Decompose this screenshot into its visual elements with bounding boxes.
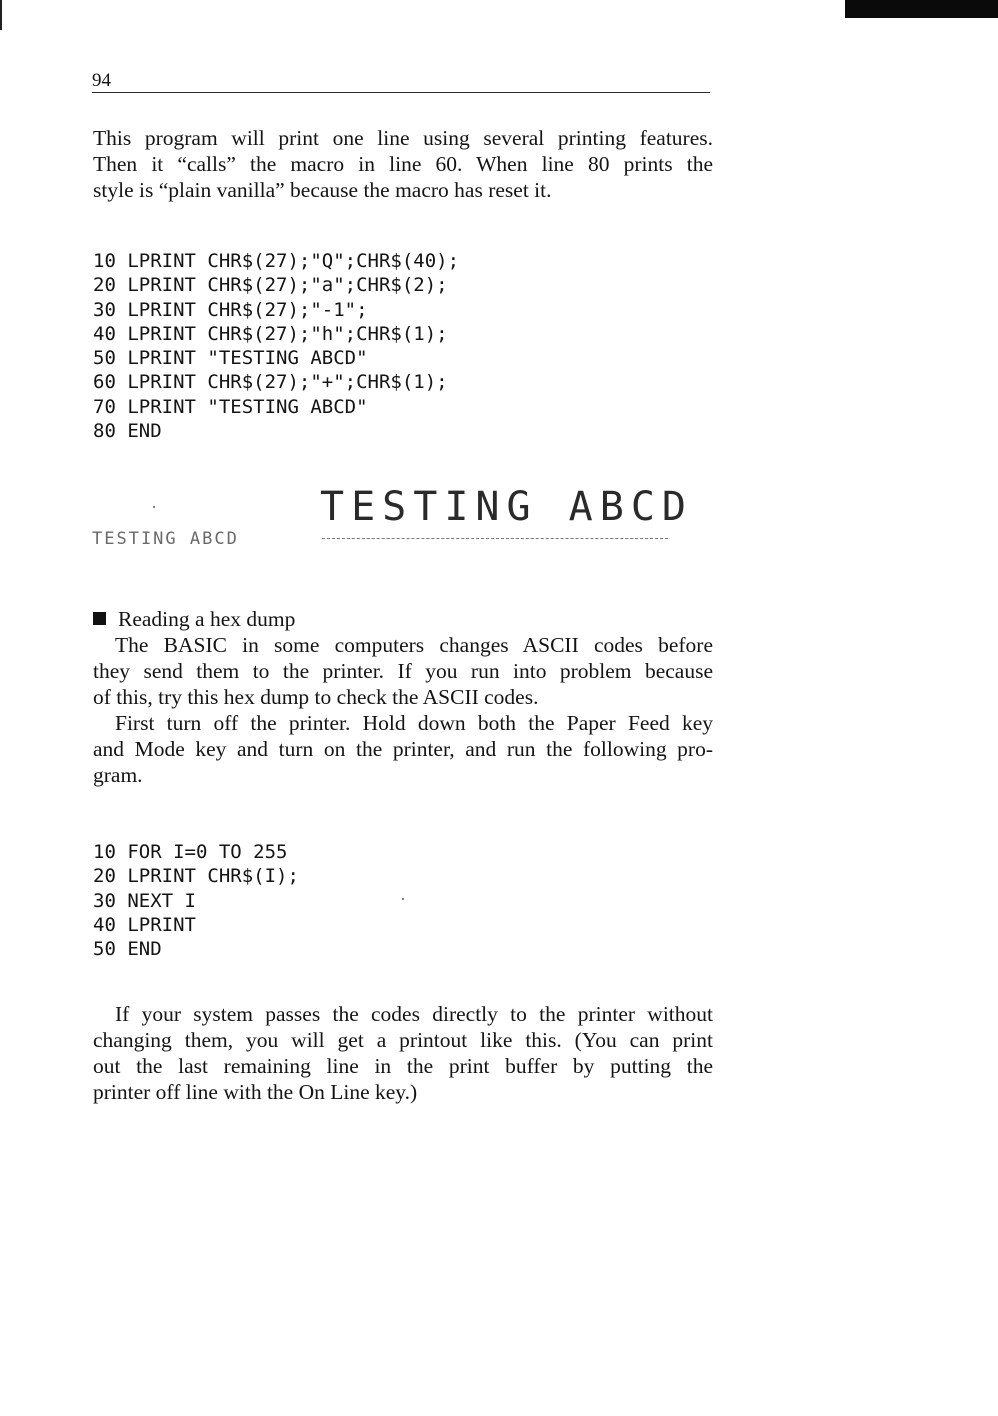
scan-edge-bar bbox=[845, 0, 998, 18]
sample-output-styled: TESTING ABCD bbox=[320, 484, 693, 530]
code-line: 10 LPRINT CHR$(27);"Q";CHR$(40); bbox=[93, 250, 460, 272]
text-line: gram. bbox=[93, 763, 143, 787]
text-line: changing them, you will get a printout like this. (You can print bbox=[93, 1028, 713, 1052]
code-line: 50 LPRINT "TESTING ABCD" bbox=[93, 347, 368, 370]
code-line: 10 FOR I=0 TO 255 bbox=[93, 841, 288, 863]
program-listing-hex-dump bbox=[93, 840, 299, 961]
hex-dump-paragraph bbox=[93, 632, 713, 788]
text-line: style is “plain vanilla” because the macro has reset it. bbox=[93, 178, 552, 202]
intro-paragraph bbox=[93, 125, 713, 203]
code-line: 30 NEXT I bbox=[93, 889, 196, 912]
text-line: and Mode key and turn on the printer, and run the following pro- bbox=[93, 737, 713, 761]
code-line: 60 LPRINT CHR$(27);"+";CHR$(1); bbox=[93, 371, 448, 394]
sample-output-underline bbox=[322, 538, 668, 539]
scan-edge-mark bbox=[0, 0, 2, 30]
code-line: 70 LPRINT "TESTING ABCD" bbox=[93, 395, 368, 418]
code-line: 20 LPRINT CHR$(27);"a";CHR$(2); bbox=[93, 274, 448, 297]
text-line: This program will print one line using several printing features. bbox=[93, 126, 713, 150]
page-number: 94 bbox=[92, 70, 111, 91]
section-heading-text: Reading a hex dump bbox=[118, 607, 296, 631]
text-line: If your system passes the codes directly to the printer without bbox=[115, 1002, 713, 1026]
text-line: The BASIC in some computers changes ASCII codes before bbox=[115, 633, 713, 657]
text-line: First turn off the printer. Hold down both the Paper Feed key bbox=[115, 711, 713, 735]
text-line: they send them to the printer. If you run into problem because bbox=[93, 659, 713, 683]
text-line: of this, try this hex dump to check the ASCII codes. bbox=[93, 685, 539, 709]
sample-output-plain: TESTING ABCD bbox=[92, 529, 239, 549]
code-line: 30 LPRINT CHR$(27);"-1"; bbox=[93, 298, 368, 321]
section-heading bbox=[93, 606, 295, 632]
text-line: printer off line with the On Line key.) bbox=[93, 1080, 418, 1104]
header-rule bbox=[92, 92, 710, 93]
bullet-square-icon bbox=[93, 612, 106, 625]
program-listing-macro bbox=[93, 249, 459, 443]
print-speck bbox=[402, 898, 404, 900]
code-line: 50 END bbox=[93, 938, 162, 961]
print-speck bbox=[153, 506, 155, 508]
text-line: out the last remaining line in the print buffer by putting the bbox=[93, 1054, 713, 1078]
code-line: 40 LPRINT CHR$(27);"h";CHR$(1); bbox=[93, 322, 448, 345]
code-line: 80 END bbox=[93, 420, 162, 443]
closing-paragraph bbox=[93, 1001, 713, 1105]
code-line: 40 LPRINT bbox=[93, 913, 196, 936]
text-line: Then it “calls” the macro in line 60. When line 80 prints the bbox=[93, 152, 713, 176]
code-line: 20 LPRINT CHR$(I); bbox=[93, 865, 299, 888]
